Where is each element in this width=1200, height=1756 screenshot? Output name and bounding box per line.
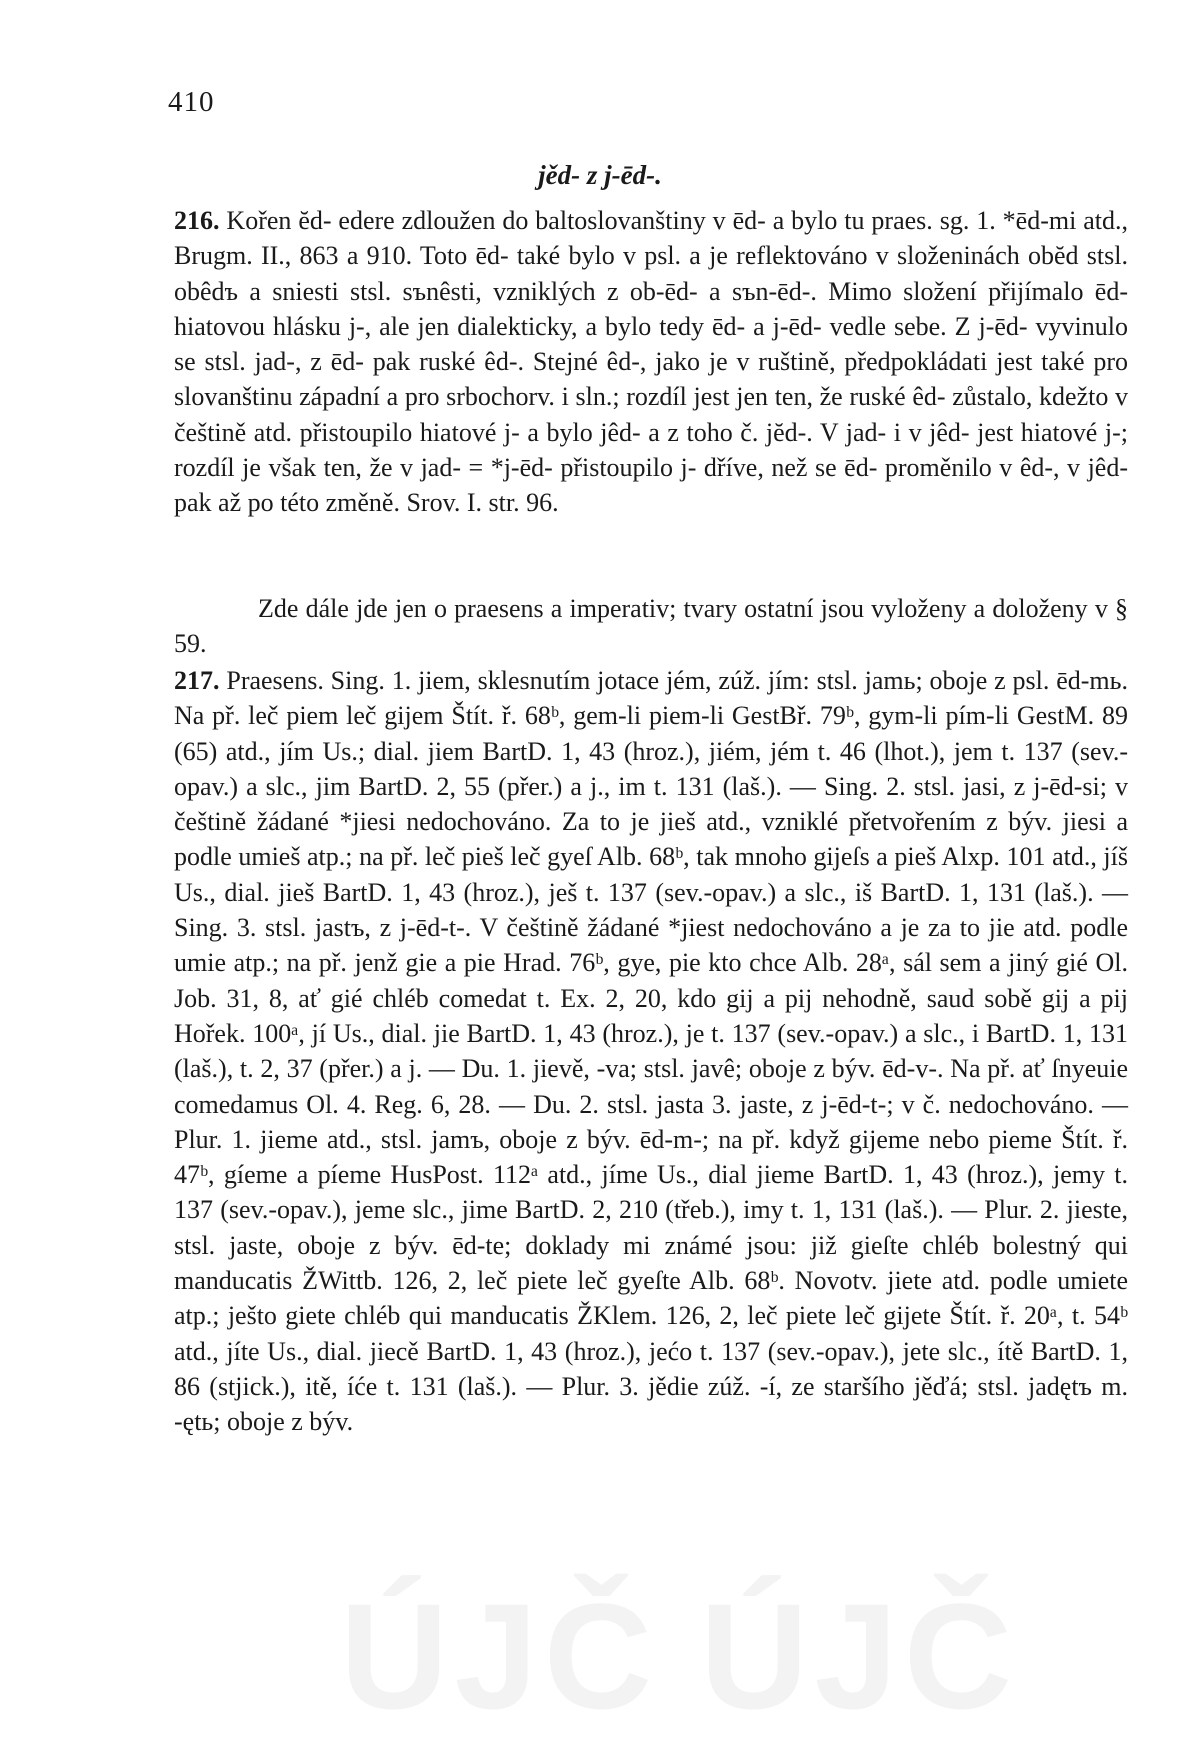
paragraph-216-continuation: Zde dále jde jen o praesens a imperativ; tvary ostatní jsou vyloženy a doloženy v § 59. [174, 594, 1128, 659]
paragraph-number: 217. [174, 666, 220, 695]
paragraph-text: Praesens. Sing. 1. jiem, sklesnutím jotace jém, zúž. jím: stsl. jamь; oboje z psl. ēd-mь. Na př. leč piem leč gijem Štít. ř. 68ᵇ, gem-li piem-li GestBř. 79ᵇ, gym-li pím-li GestM. 89 (65) atd., jím Us.; dial. jiem BartD. 1, 43 (hroz.), jiém, jém t. 46 (lhot.), jem t. 137 (sev.-opav.) a slc., jim BartD. 2, 55 (přer.) a j., im t. 131 (laš.). — Sing. 2. stsl. jasi, z j-ēd-si; v češtině žádané *jiesi nedochováno. Za to je jieš atd., vzniklé přetvořením z býv. jiesi a podle umieš atp.; na př. leč pieš leč gyeſ Alb. 68ᵇ, tak mnoho gijeſs a pieš Alxp. 101 atd., jíš Us., dial. jieš BartD. 1, 43 (hroz.), ješ t. 137 (sev.-opav.) a slc., iš BartD. 1, 131 (laš.). — Sing. 3. stsl. jastъ, z j-ēd-t-. V češtině žádané *jiest nedochováno a je za to jie atd. podle umie atp.; na př. jenž gie a pie Hrad. 76ᵇ, gye, pie kto chce Alb. 28ᵃ, sál sem a jiný gié Ol. Job. 31, 8, ať gié chléb comedat t. Ex. 2, 20, kdo gij a pij nehodně, saud sobě gij a pij Hořek. 100ᵃ, jí Us., dial. jie BartD. 1, 43 (hroz.), je t. 137 (sev.-opav.) a slc., i BartD. 1, 131 (laš.), t. 2, 37 (přer.) a j. — Du. 1. jievě, -va; stsl. javê; oboje z býv. ēd-v-. Na př. ať ſnyeuie comedamus Ol. 4. Reg. 6, 28. — Du. 2. stsl. jasta 3. jaste, z j-ēd-t-; v č. nedochováno. — Plur. 1. jieme atd., stsl. jamъ, oboje z býv. ēd-m-; na př. když gijeme nebo pieme Štít. ř. 47ᵇ, gíeme a píeme HusPost. 112ᵃ atd., jíme Us., dial jieme BartD. 1, 43 (hroz.), jemy t. 137 (sev.-opav.), jeme slc., jime BartD. 2, 210 (třeb.), imy t. 1, 131 (laš.). — Plur. 2. jieste, stsl. jaste, oboje z býv. ēd-te; doklady mi známé jsou: již gieſte chléb bolestný qui manducatis ŽWittb. 126, 2, leč piete leč gyeſte Alb. 68ᵇ. Novotv. jiete atd. podle umiete atp.; ješto giete chléb qui manducatis ŽKlem. 126, 2, leč piete leč gijete Štít. ř. 20ᵃ, t. 54ᵇ atd., jíte Us., dial. jiecě BartD. 1, 43 (hroz.), jećo t. 137 (sev.-opav.), jete slc., ítě BartD. 1, 86 (stjick.), itě, íće t. 131 (laš.). — Plur. 3. jědie zúž. -í, ze staršího jěďá; stsl. jadętъ m. -ętь; oboje z býv. [174, 666, 1129, 1437]
paragraph-217 [174, 663, 1128, 1440]
watermark: ÚJČ [700, 1572, 1019, 1740]
paragraph-number: 216. [174, 206, 220, 235]
paragraph-text: Kořen ĕd- edere zdloužen do baltoslovanštiny v ēd- a bylo tu praes. sg. 1. *ēd-mi atd., Brugm. II., 863 a 910. Toto ēd- také bylo v psl. a je reflektováno v složeninách obĕd stsl. obêdъ a sniesti stsl. sъnêsti, vzniklých z ob-ēd- a sъn-ēd-. Mimo složení přijímalo ēd- hiatovou hlásku j-, ale jen dialekticky, a bylo tedy ēd- a j-ēd- vedle sebe. Z j-ēd- vyvinulo se stsl. jad-, z ēd- pak ruské êd-. Stejné êd-, jako je v ruštině, předpokládati jest také pro slovanštinu západní a pro srbochorv. i sln.; rozdíl jest jen ten, že ruské êd- zůstalo, kdežto v češtině atd. přistoupilo hiatové j- a bylo jêd- a z toho č. jĕd-. V jad- i v jêd- jest hiatové j-; rozdíl je však ten, že v jad- = *j-ēd- přistoupilo j- dříve, než se ēd- proměnilo v êd-, v jêd- pak až po této změně. Srov. I. str. 96. [174, 206, 1128, 518]
page-number: 410 [168, 86, 215, 118]
section-heading: jěd- z j-ēd-. [538, 160, 662, 190]
watermark: ÚJČ [340, 1572, 659, 1740]
paragraph-216 [174, 203, 1128, 521]
